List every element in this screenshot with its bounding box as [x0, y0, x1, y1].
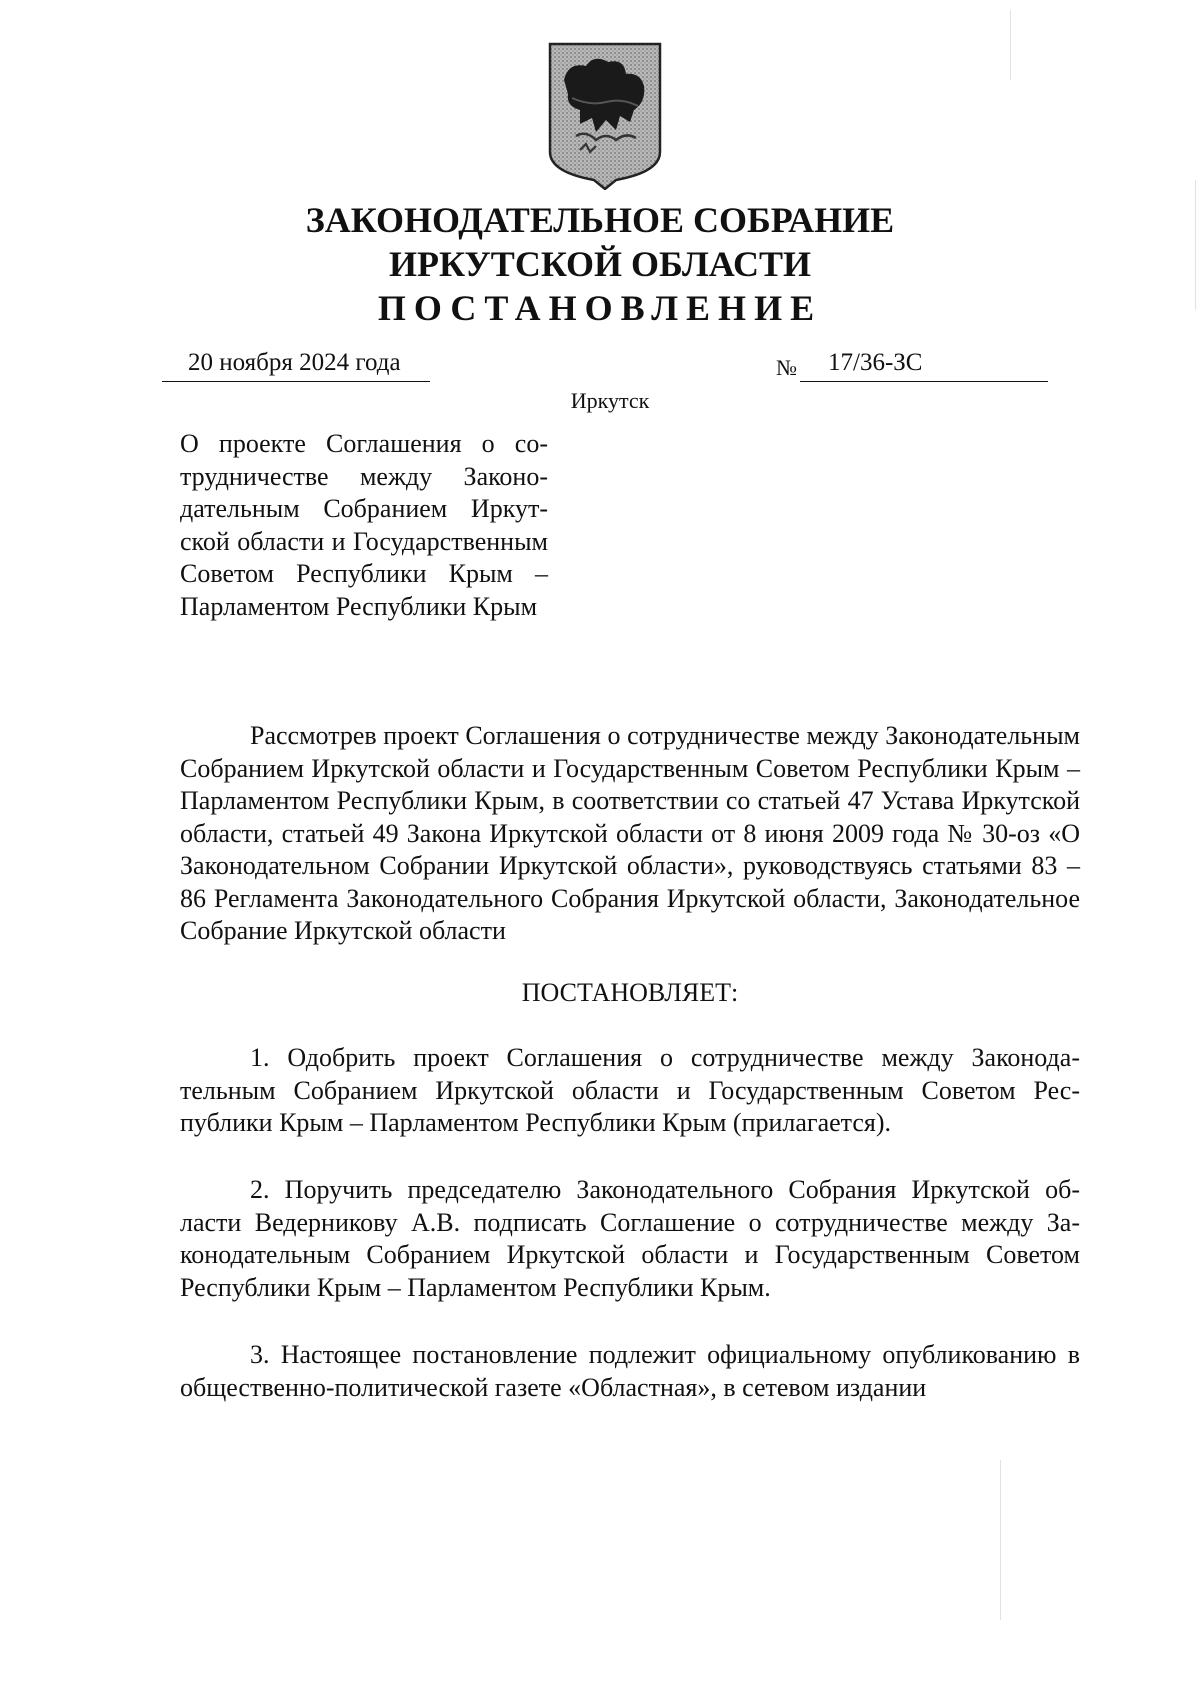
document-number: 17/36-ЗС: [800, 348, 1048, 382]
resolves-heading: ПОСТАНОВЛЯЕТ:: [521, 978, 739, 1007]
scan-artifact-line: [1000, 1460, 1001, 1620]
resolution-item-2: 2. Поручить председателю Законодательного Собрания Иркутской области Ведерникову А.В. подписать Соглашение о сотрудничестве между Законодательным Собранием Иркутской области и Государственным Советом Республики Крым – Парламентом Республики Крым.: [180, 1175, 1080, 1302]
coat-of-arms-icon: [546, 40, 664, 190]
preamble-paragraph: Рассмотрев проект Соглашения о сотрудничестве между Законодательным Собранием Иркутской области и Государственным Советом Республики Крым – Парламентом Республики Крым, в соответствии со статьей 47 Устава Иркутской области, статьей 49 Закона Иркутской области от 8 июня 2009 года № 30-оз «О Законодательном Собрании Иркутской области», руководствуясь статьями 83 – 86 Регламента Законодательного Собрания Иркутской области, Законодательное Собрание Иркутской области: [180, 721, 1080, 945]
scan-artifact-line: [1195, 180, 1196, 310]
document-city: Иркутск: [570, 388, 650, 413]
document-type-title: ПОСТАНОВЛЕНИЕ: [377, 288, 823, 328]
scan-artifact-line: [1010, 10, 1011, 80]
document-subject: О проекте Соглашения о сотрудничестве между Законодательным Собранием Иркутской области и Государственным Советом Республики Крым – Парламентом Республики Крым: [180, 429, 548, 621]
number-sign: №: [776, 355, 797, 380]
organization-name-line1: ЗАКОНОДАТЕЛЬНОЕ СОБРАНИЕ: [305, 200, 895, 240]
resolution-item-3: 3. Настоящее постановление подлежит официальному опубликованию в общественно-политической газете «Областная», в сетевом издании: [180, 1340, 1080, 1402]
resolution-item-1: 1. Одобрить проект Соглашения о сотрудничестве между Законодательным Собранием Иркутской области и Государственным Советом Республики Крым – Парламентом Республики Крым (прилагается).: [180, 1043, 1080, 1137]
organization-name-line2: ИРКУТСКОЙ ОБЛАСТИ: [389, 244, 811, 284]
document-date: 20 ноября 2024 года: [162, 348, 430, 382]
